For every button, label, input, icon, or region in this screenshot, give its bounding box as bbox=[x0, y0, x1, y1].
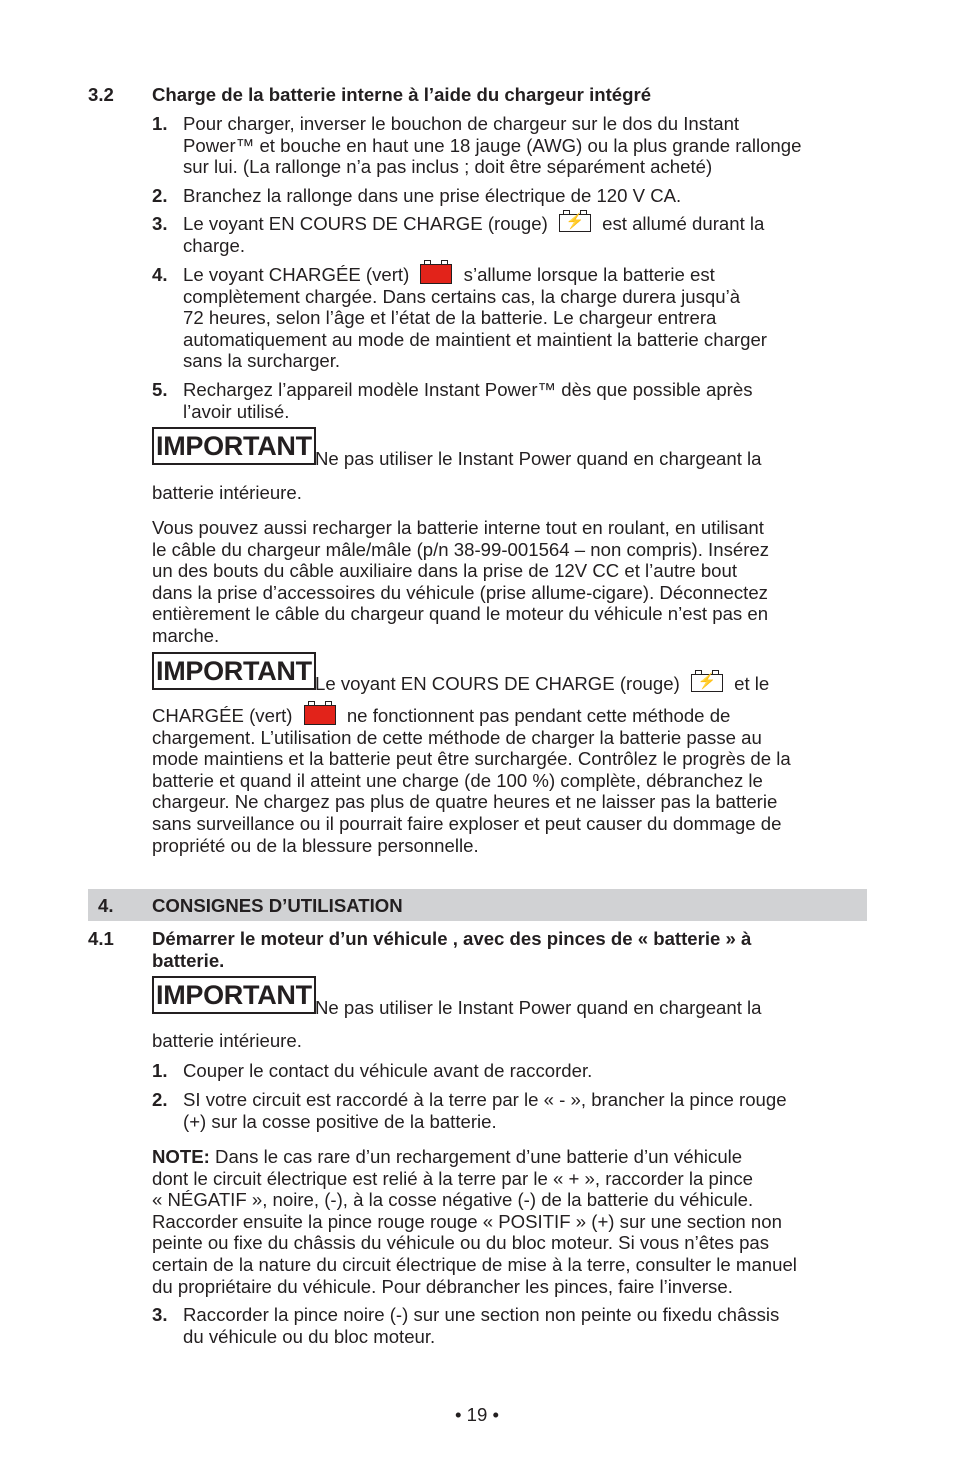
text-line: entièrement le câble du chargeur quand le moteur du véhicule n’est pas en bbox=[152, 603, 769, 625]
text-segment: est allumé durant la bbox=[602, 213, 765, 234]
text-line: sans la surcharger. bbox=[183, 350, 341, 372]
text-line: propriété ou de la blessure personnelle. bbox=[152, 834, 479, 856]
text-line: le câble du chargeur mâle/mâle (p/n 38-99-001564 – non compris). Insérez bbox=[152, 538, 770, 560]
text-line: Pour charger, inverser le bouchon de chargeur sur le dos du Instant bbox=[183, 113, 740, 134]
text-line bbox=[183, 264, 873, 286]
text-line: Branchez la rallonge dans une prise électrique de 120 V CA. bbox=[183, 185, 682, 206]
text-segment: CHARGÉE (vert) bbox=[152, 705, 293, 726]
text-line: Vous pouvez aussi recharger la batterie interne tout en roulant, en utilisant bbox=[152, 517, 764, 538]
text-line bbox=[152, 1146, 867, 1168]
list-item bbox=[183, 113, 873, 178]
battery-charging-icon: ⚡ bbox=[691, 674, 723, 692]
text-line: mode maintiens et la batterie peut être surchargée. Contrôlez le progrès de la bbox=[152, 748, 791, 770]
list-item bbox=[183, 1089, 873, 1132]
important-label: IMPORTANT bbox=[152, 652, 316, 690]
list-number: 3. bbox=[152, 1304, 168, 1325]
text-line bbox=[183, 213, 873, 235]
text-line: batterie et quand il atteint une charge (de 100 %) complète, débranchez le bbox=[152, 769, 763, 791]
section-header-band bbox=[88, 889, 867, 921]
list-item bbox=[183, 379, 873, 422]
text-line: du propriétaire du véhicule. Pour débrancher les pinces, faire l’inverse. bbox=[152, 1275, 733, 1297]
text-segment: Le voyant CHARGÉE (vert) bbox=[183, 264, 410, 285]
text-segment: Le voyant EN COURS DE CHARGE (rouge) bbox=[315, 673, 680, 694]
text-line: Démarrer le moteur d’un véhicule , avec des pinces de « batterie » à bbox=[152, 928, 752, 949]
important-text bbox=[315, 673, 769, 695]
battery-charged-icon bbox=[304, 705, 336, 725]
text-line: l’avoir utilisé. bbox=[183, 400, 290, 422]
list-number: 2. bbox=[152, 1089, 168, 1110]
section-title: Charge de la batterie interne à l’aide du chargeur intégré bbox=[152, 84, 652, 105]
text-line: un des bouts du câble auxiliaire dans la prise de 12V CC et l’autre bout bbox=[152, 560, 738, 582]
note-label: NOTE: bbox=[152, 1146, 210, 1167]
list-item bbox=[183, 264, 873, 372]
text-line bbox=[152, 705, 867, 727]
important-label: IMPORTANT bbox=[152, 976, 316, 1014]
text-line: chargement. L’utilisation de cette méthode de charger la batterie passe au bbox=[152, 726, 762, 748]
important-text-continued bbox=[152, 705, 867, 856]
important-text: Ne pas utiliser le Instant Power quand en chargeant la bbox=[315, 448, 762, 469]
important-text-continued: batterie intérieure. bbox=[152, 1030, 302, 1051]
text-line: Raccorder ensuite la pince rouge rouge « POSITIF » (+) sur une section non bbox=[152, 1210, 782, 1232]
text-line: 72 heures, selon l’âge et l’état de la batterie. Le chargeur entrera bbox=[183, 307, 717, 329]
text-segment: ne fonctionnent pas pendant cette méthode de bbox=[346, 705, 731, 726]
text-segment: et le bbox=[734, 673, 770, 694]
text-line: « NÉGATIF », noire, (-), à la cosse négative (-) de la batterie du véhicule. bbox=[152, 1189, 754, 1211]
battery-charging-icon: ⚡ bbox=[559, 214, 591, 232]
text-line: Raccorder la pince noire (-) sur une section non peinte ou fixedu châssis bbox=[183, 1304, 780, 1325]
text-line: Power™ et bouche en haut une 18 jauge (AWG) ou la plus grande rallonge bbox=[183, 134, 802, 156]
list-number: 1. bbox=[152, 1060, 168, 1081]
text-line: du véhicule ou du bloc moteur. bbox=[183, 1325, 436, 1347]
paragraph bbox=[152, 517, 867, 647]
section-number: 4.1 bbox=[88, 928, 114, 949]
text-segment: Le voyant EN COURS DE CHARGE (rouge) bbox=[183, 213, 548, 234]
text-line: chargeur. Ne chargez pas plus de quatre heures et ne laisser pas la batterie bbox=[152, 791, 778, 813]
section-title: CONSIGNES D’UTILISATION bbox=[152, 895, 403, 916]
list-item bbox=[183, 213, 873, 256]
list-item bbox=[183, 1304, 873, 1347]
text-line: marche. bbox=[152, 624, 220, 646]
list-number: 1. bbox=[152, 113, 168, 134]
text-line: dans la prise d’accessoires du véhicule (prise allume-cigare). Déconnectez bbox=[152, 581, 768, 603]
text-line: charge. bbox=[183, 234, 246, 256]
note bbox=[152, 1146, 867, 1297]
important-text: Ne pas utiliser le Instant Power quand en chargeant la bbox=[315, 997, 762, 1018]
list-number: 3. bbox=[152, 213, 168, 234]
text-line: Couper le contact du véhicule avant de raccorder. bbox=[183, 1060, 593, 1081]
important-label: IMPORTANT bbox=[152, 427, 316, 465]
important-text-continued: batterie intérieure. bbox=[152, 482, 302, 503]
list-item bbox=[183, 185, 873, 207]
text-line: automatiquement au mode de maintient et maintient la batterie charger bbox=[183, 328, 767, 350]
text-line: complètement chargée. Dans certains cas, la charge durera jusqu’à bbox=[183, 285, 741, 307]
section-title bbox=[152, 928, 751, 971]
text-line: SI votre circuit est raccordé à la terre par le « - », brancher la pince rouge bbox=[183, 1089, 787, 1110]
list-number: 4. bbox=[152, 264, 168, 285]
text-line: dont le circuit électrique est relié à la terre par le « + », raccorder la pince bbox=[152, 1167, 753, 1189]
text-line: batterie. bbox=[152, 949, 225, 971]
list-number: 2. bbox=[152, 185, 168, 206]
section-number: 3.2 bbox=[88, 84, 114, 105]
list-number: 5. bbox=[152, 379, 168, 400]
text-segment: Dans le cas rare d’un rechargement d’une batterie d’un véhicule bbox=[209, 1146, 743, 1167]
text-segment: s’allume lorsque la batterie est bbox=[463, 264, 715, 285]
text-line: Rechargez l’appareil modèle Instant Power™ dès que possible après bbox=[183, 379, 753, 400]
text-line: peinte ou fixe du châssis du véhicule ou du bloc moteur. Si vous n’êtes pas bbox=[152, 1232, 770, 1254]
page-number: • 19 • bbox=[454, 1404, 500, 1425]
list-item bbox=[183, 1060, 873, 1082]
text-line: sur lui. (La rallonge n’a pas inclus ; doit être séparément acheté) bbox=[183, 156, 713, 178]
section-number: 4. bbox=[98, 895, 114, 916]
text-line: (+) sur la cosse positive de la batterie. bbox=[183, 1110, 497, 1132]
battery-charged-icon bbox=[420, 264, 452, 284]
text-line: certain de la nature du circuit électrique de mise à la terre, consulter le manuel bbox=[152, 1253, 797, 1275]
text-line: sans surveillance ou il pourrait faire exploser et peut causer du dommage de bbox=[152, 812, 782, 834]
